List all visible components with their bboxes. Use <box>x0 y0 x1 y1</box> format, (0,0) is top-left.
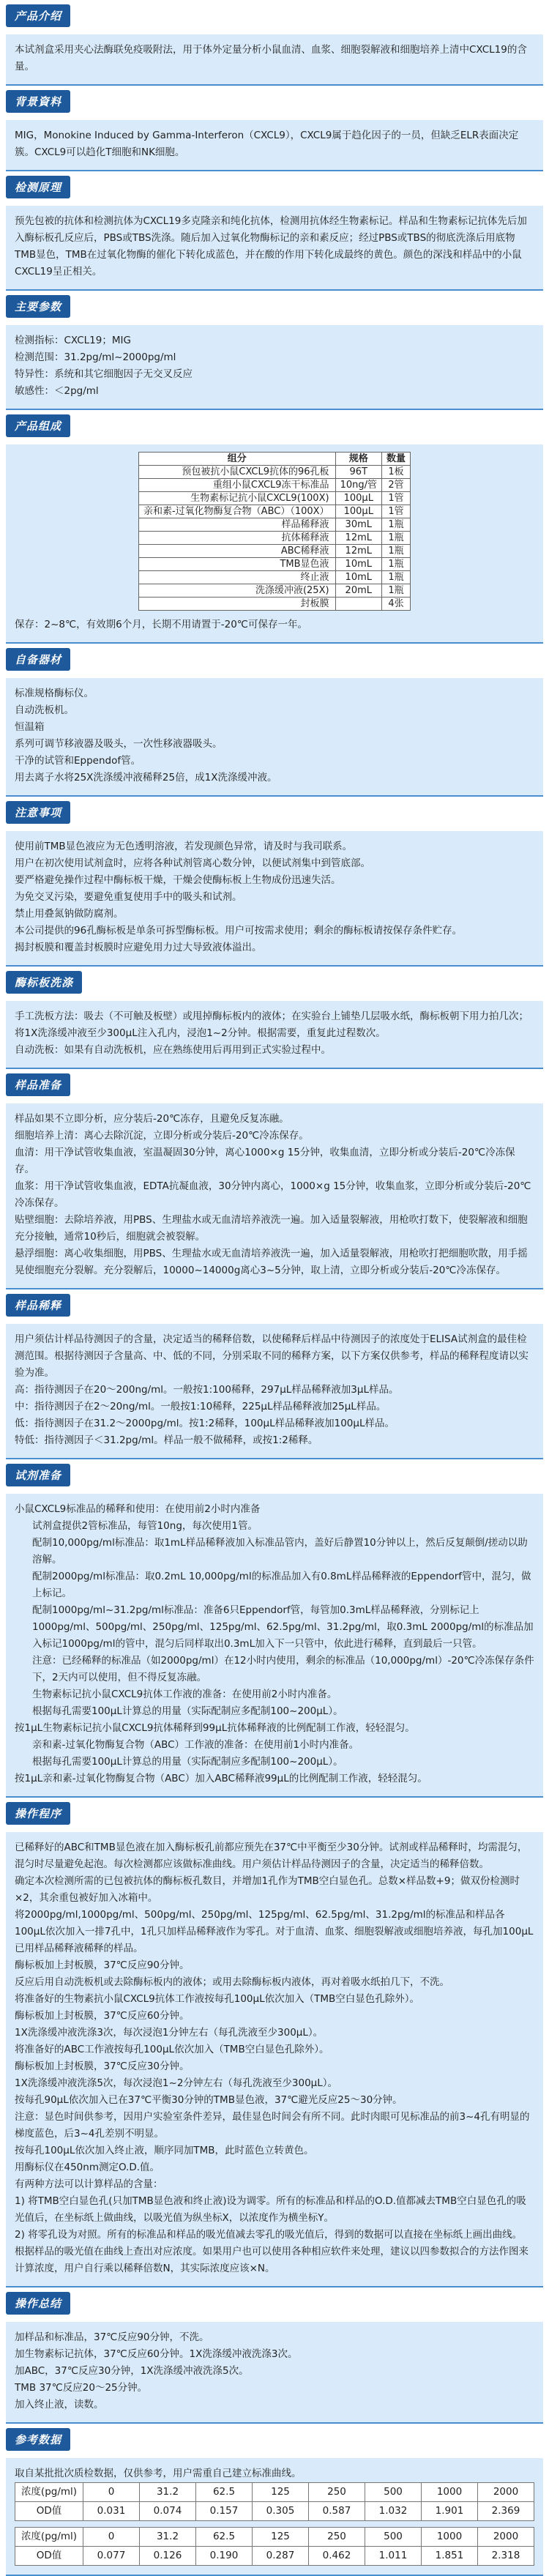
table-cell: 1瓶 <box>381 571 410 584</box>
procedure-section <box>6 1802 543 2287</box>
components-content <box>6 444 543 644</box>
samples-header <box>6 1073 543 1096</box>
procedure-line: 按每孔100μL依次加入终止液，顺序同加TMB，此时蓝色立转黄色。 <box>15 2145 314 2156</box>
params-line: 敏感性：＜2pg/ml <box>15 385 99 397</box>
table-cell: 1000 <box>422 2528 478 2547</box>
procedure-line: 1) 将TMB空白显色孔(只加TMB显色液和终止液)设为调零。所有的标准品和样品的O.D.值都减去TMB空白显色孔的吸光值后，在坐标纸上做曲线，以吸光值为纵坐标X，以浓度作为横坐标Y。 <box>15 2195 526 2224</box>
equipment-line: 恒温箱 <box>15 721 45 733</box>
procedure-line: 反应后用自动洗板机或去除酶标板内的液体；或用去除酶标板内液体，再对着吸水纸拍几下，不洗。 <box>15 1976 449 1988</box>
table-header: 数量 <box>381 453 410 466</box>
section-title: 试剂准备 <box>6 1464 70 1486</box>
table-row <box>138 571 410 584</box>
section-title: 自备器材 <box>6 648 70 671</box>
equipment-content <box>6 678 543 797</box>
table-cell: 125 <box>253 2483 309 2502</box>
table-row <box>138 598 410 611</box>
reagents-line: 注意：已经稀释的标准品（如2000pg/ml）在12小时内使用，剩余的标准品（10,000pg/ml）-20℃冷冻保存条件下，2天内可以使用，但不得反复冻融。 <box>32 1655 534 1683</box>
params-line: 检测指标：CXCL19；MIG <box>15 335 131 346</box>
dilution-line: 低：指待测因子在31.2～2000pg/ml。按1:2稀释，100μL样品稀释液加100μL样品。 <box>15 1418 395 1429</box>
table-row <box>138 518 410 532</box>
table-cell: 250 <box>309 2483 365 2502</box>
table-cell: 10mL <box>335 571 381 584</box>
table-row <box>138 545 410 558</box>
dilution-line: 特低：指待测因子＜31.2pg/ml。样品一般不做稀释，或按1:2稀释。 <box>15 1434 318 1446</box>
procedure-line: 将准备好的生物素抗小鼠CXCL9抗体工作液按每孔100μL依次加入（TMB空白显色孔除外）。 <box>15 1993 420 2005</box>
intro-section <box>6 4 543 86</box>
equipment-line: 标准规格酶标仪。 <box>15 688 94 699</box>
principle-header <box>6 176 543 198</box>
table-cell: 4张 <box>381 598 410 611</box>
principle-content <box>6 206 543 291</box>
table-cell: 10ng/管 <box>335 479 381 492</box>
procedure-line: 有两种方法可以计算样品的含量： <box>15 2178 163 2190</box>
dilution-line: 高：指待测因子在20～200ng/ml。一般按1:100稀释，297μL样品稀释液加3μL样品。 <box>15 1384 399 1396</box>
background-content <box>6 120 543 171</box>
washing-line: 手工洗板方法：吸去（不可触及板壁）或甩掉酶标板内的液体；在实验台上铺垫几层吸水纸，酶标板朝下用力拍几次；将1X洗涤缓冲液至少300μL注入孔内，浸泡1~2分钟。根据需要，重复此过程数次。 <box>15 1010 529 1039</box>
table-row <box>138 479 410 492</box>
reagents-line: 小鼠CXCL9标准品的稀释和使用：在使用前2小时内准备 <box>15 1503 261 1515</box>
section-title: 参考数据 <box>6 2428 70 2451</box>
samples-line: 细胞培养上清：离心去除沉淀，立即分析或分装后-20℃冷冻保存。 <box>15 1130 309 1142</box>
section-title: 背景資料 <box>6 90 70 113</box>
table-cell: 2管 <box>381 479 410 492</box>
section-title: 注意事项 <box>6 801 70 824</box>
reagents-content <box>6 1494 543 1798</box>
procedure-line: 将2000pg/ml,1000pg/ml、500pg/ml、250pg/ml、125pg/ml、62.5pg/ml、31.2pg/ml的标准品和样品各100μL依次加入一排7孔中，1孔只加样品稀释液作为零孔。对于血清、血浆、细胞裂解液或细胞培养液，每孔加100μL已用样品稀释液稀释的样品。 <box>15 1909 534 1954</box>
section-title: 样品准备 <box>6 1073 70 1096</box>
samples-line: 血浆：用干净试管收集血液，EDTA抗凝血液，30分钟内离心，1000×g 15分钟，收集血浆，立即分析或分装后-20℃冷冻保存。 <box>15 1180 531 1209</box>
table-cell: 2.318 <box>478 2547 534 2566</box>
notes-line: 用户在初次使用试剂盒时，应将各种试剂管离心数分钟，以便试剂集中到管底部。 <box>15 857 370 869</box>
table-cell: 0 <box>83 2483 140 2502</box>
washing-header <box>6 971 543 994</box>
section-title: 操作程序 <box>6 1802 70 1825</box>
reference-section <box>6 2428 543 2576</box>
table-row <box>138 532 410 545</box>
procedure-line: 注意：显色时间供参考，因用户实验室条件差异，最佳显色时间会有所不同。此时肉眼可见标准品的前3~4孔有明显的梯度蓝色，后3~4孔差别不明显。 <box>15 2111 530 2140</box>
table-cell <box>335 598 381 611</box>
washing-content <box>6 1001 543 1069</box>
samples-line: 血清：用干净试管收集血液，室温凝固30分钟，离心1000×g 15分钟，收集血清，立即分析或分装后-20℃冷冻保存。 <box>15 1147 515 1175</box>
table-cell: 预包被抗小鼠CXCL9抗体的96孔板 <box>138 466 335 479</box>
table-row <box>138 466 410 479</box>
section-title: 检测原理 <box>6 176 70 198</box>
table-cell: 1瓶 <box>381 532 410 545</box>
table-cell: 0.126 <box>140 2547 196 2566</box>
table-cell: 0 <box>83 2528 140 2547</box>
procedure-line: 酶标板加上封板膜，37℃反应90分钟。 <box>15 1959 190 1971</box>
reagents-line: 根据每孔需要100μL计算总的用量（实际配制应多配制100~200μL）。 <box>32 1705 343 1717</box>
procedure-header <box>6 1802 543 1825</box>
section-title: 酶标板洗涤 <box>6 971 82 994</box>
table-cell: 1瓶 <box>381 518 410 532</box>
reagents-line: 试剂盒提供2管标准品，每管10ng，每次使用1管。 <box>32 1520 258 1532</box>
table-cell: 125 <box>253 2528 309 2547</box>
table-cell: 500 <box>365 2528 422 2547</box>
notes-content <box>6 831 543 967</box>
procedure-line: 酶标板加上封板膜，37℃反应60分钟。 <box>15 2010 190 2022</box>
params-line: 特异性：系统和其它细胞因子无交叉反应 <box>15 368 193 380</box>
table-row <box>15 2483 534 2502</box>
reagents-section <box>6 1464 543 1798</box>
equipment-line: 自动洗板机。 <box>15 704 74 716</box>
table-cell: 0.305 <box>253 2502 309 2521</box>
table-cell: 抗体稀释液 <box>138 532 335 545</box>
section-title: 主要参数 <box>6 295 70 318</box>
dilution-header <box>6 1294 543 1317</box>
components-header <box>6 414 543 437</box>
samples-line: 悬浮细胞：离心收集细胞，用PBS、生理盐水或无血清培养液洗一遍，加入适量裂解液，用枪吹打把细胞吹散，用手摇晃使细胞充分裂解。充分裂解后，10000~14000g离心3~5分钟，取上清，立即分析或分装后-20℃冷冻保存。 <box>15 1248 528 1276</box>
reagents-line: 生物素标记抗小鼠CXCL9抗体工作液的准备：在使用前2小时内准备。 <box>32 1689 337 1700</box>
reagents-line: 按1μL亲和素-过氧化物酶复合物（ABC）加入ABC稀释液99μL的比例配制工作液，轻轻混匀。 <box>15 1773 427 1784</box>
reference-table <box>15 2482 534 2521</box>
principle-line: 预先包被的抗体和检测抗体为CXCL19多克隆亲和纯化抗体，检测用抗体经生物素标记。样品和生物素标记抗体先后加入酶标板孔反应后，PBS或TBS洗涤。随后加入过氧化物酶标记的亲和素反应；经过PBS或TBS的彻底洗涤后用底物TMB显色，TMB在过氧化物酶的催化下转化成蓝色，并在酸的作用下转化成最终的黄色。颜色的深浅和样品中的小鼠CXCL19呈正相关。 <box>15 215 527 278</box>
reference-table <box>15 2527 534 2566</box>
notes-line: 揭封板膜和覆盖封板膜时应避免用力过大导致液体溢出。 <box>15 942 262 953</box>
storage-note: 保存：2~8℃，有效期6个月，长期不用请置于-20℃可保存一年。 <box>15 619 307 630</box>
table-row <box>138 558 410 571</box>
table-row <box>15 2502 534 2521</box>
table-cell: 100μL <box>335 505 381 518</box>
dilution-section <box>6 1294 543 1459</box>
notes-line: 使用前TMB显色液应为无色透明溶液，若发现颜色异常，请及时与我司联系。 <box>15 841 353 852</box>
summary-line: 加样品和标准品，37℃反应90分钟，不洗。 <box>15 2331 209 2343</box>
reagents-line: 配制1000pg/ml~31.2pg/ml标准品：准备6只Eppendorf管，每管加0.3mL样品稀释液，分别标记上1000pg/ml、500pg/ml、250pg/ml、125pg/ml、62.5pg/ml、31.2pg/ml，取0.3mL 2000pg/ml的标准品加入标记1000pg/ml的管中，混匀后同样取出0.3mL加入下一只管中，依此进行稀释，直到最后一只管。 <box>32 1604 534 1650</box>
table-cell: ABC稀释液 <box>138 545 335 558</box>
reagents-line: 配制2000pg/ml标准品：取0.2mL 10,000pg/ml的标准品加入有0.8mL样品稀释液的Eppendorf管中，混匀，做上标记。 <box>32 1571 531 1599</box>
table-cell: 0.157 <box>196 2502 253 2521</box>
params-section <box>6 295 543 410</box>
table-cell: 0.031 <box>83 2502 140 2521</box>
washing-section <box>6 971 543 1069</box>
intro-line: 本试剂盒采用夹心法酶联免疫吸附法，用于体外定量分析小鼠血清、血浆、细胞裂解液和细胞培养上清中CXCL19的含量。 <box>15 44 527 72</box>
section-title: 操作总结 <box>6 2292 70 2315</box>
table-cell: 31.2 <box>140 2483 196 2502</box>
table-cell: 62.5 <box>196 2528 253 2547</box>
components-section <box>6 414 543 644</box>
table-cell: 浓度(pg/ml) <box>15 2528 83 2547</box>
table-cell: 0.462 <box>309 2547 365 2566</box>
table-cell: 31.2 <box>140 2528 196 2547</box>
samples-line: 贴壁细胞：去除培养液，用PBS、生理盐水或无血清培养液洗一遍。加入适量裂解液，用枪吹打数下，使裂解液和细胞充分接触，通常10秒后，细胞就会被裂解。 <box>15 1214 528 1243</box>
notes-line: 为免交叉污染，要避免重复使用手中的吸头和试剂。 <box>15 891 242 903</box>
samples-section <box>6 1073 543 1289</box>
params-content <box>6 325 543 410</box>
table-cell: 0.587 <box>309 2502 365 2521</box>
dilution-line: 中：指待测因子在2～20ng/ml。一般按1:10稀释，225μL样品稀释液加25μL样品。 <box>15 1401 386 1412</box>
table-cell: 1管 <box>381 505 410 518</box>
table-row <box>15 2528 534 2547</box>
table-cell: 1瓶 <box>381 545 410 558</box>
notes-header <box>6 801 543 824</box>
table-cell: 12mL <box>335 545 381 558</box>
table-cell: 1.011 <box>365 2547 422 2566</box>
samples-content <box>6 1103 543 1289</box>
summary-line: 加入终止液，读数。 <box>15 2399 104 2411</box>
table-cell: 1瓶 <box>381 558 410 571</box>
procedure-line: 按每孔90μL依次加入已在37℃平衡30分钟的TMB显色液，37℃避光反应25～30分钟。 <box>15 2094 403 2106</box>
table-cell: 2.369 <box>478 2502 534 2521</box>
table-cell: 洗涤缓冲液(25X) <box>138 584 335 598</box>
procedure-line: 根据样品的吸光值在曲线上查出对应浓度。如果用户也可以使用各种相应软件来处理，建议以四参数拟合的方法作图来计算浓度，用户自行乘以稀释倍数N，其实际浓度应该×N。 <box>15 2246 529 2274</box>
reagents-header <box>6 1464 543 1486</box>
section-title: 产品介绍 <box>6 4 70 27</box>
procedure-line: 已稀释好的ABC和TMB显色液在加入酶标板孔前都应预先在37℃中平衡至少30分钟。试剂或样品稀释时，均需混匀，混匀时尽量避免起泡。每次检测都应该做标准曲线。用户须估计样品待测因子的含量，决定适当的稀释倍数。 <box>15 1842 528 1870</box>
params-line: 检测范围：31.2pg/ml~2000pg/ml <box>15 351 176 363</box>
background-section <box>6 90 543 171</box>
table-cell: TMB显色液 <box>138 558 335 571</box>
procedure-line: 将准备好的ABC工作液按每孔100μL依次加入（TMB空白显色孔除外）。 <box>15 2044 329 2055</box>
table-cell: 亲和素-过氧化物酶复合物（ABC）（100X） <box>138 505 335 518</box>
dilution-content <box>6 1324 543 1459</box>
procedure-line: 1X洗涤缓冲液洗涤3次，每次浸泡1分钟左右（每孔洗液至少300μL）。 <box>15 2027 324 2039</box>
table-row <box>138 492 410 505</box>
table-cell: 100μL <box>335 492 381 505</box>
equipment-header <box>6 648 543 671</box>
table-header: 组分 <box>138 453 335 466</box>
table-cell: 1瓶 <box>381 584 410 598</box>
principle-section <box>6 176 543 291</box>
summary-line: 加生物素标记抗体，37℃反应60分钟。1X洗涤缓冲液洗涤3次。 <box>15 2348 298 2360</box>
params-header <box>6 295 543 318</box>
notes-line: 要严格避免操作过程中酶标板干燥，干燥会使酶标板上生物成份迅速失活。 <box>15 874 341 886</box>
table-cell: 12mL <box>335 532 381 545</box>
background-line: MIG，Monokine Induced by Gamma-Interferon（CXCL9），CXCL9属于趋化因子的一员，但缺乏ELR表面决定簇。CXCL9可以趋化T细胞和NK细胞。 <box>15 130 519 158</box>
table-cell: 250 <box>309 2528 365 2547</box>
notes-line: 禁止用叠氮钠做防腐剂。 <box>15 908 124 920</box>
notes-line: 本公司提供的96孔酶标板是单条可拆型酶标板。用户可按需求使用；剩余的酶标板请按保存条件贮存。 <box>15 925 463 937</box>
reference-intro: 取自某批批次质检数据，仅供参考，用户需重自己建立标准曲线。 <box>15 2468 302 2479</box>
table-header: 规格 <box>335 453 381 466</box>
reagents-line: 配制10,000pg/ml标准品：取1mL样品稀释液加入标准品管内，盖好后静置10分钟以上，然后反复颠倒/搓动以助溶解。 <box>32 1537 528 1566</box>
procedure-content <box>6 1832 543 2287</box>
table-cell: 2000 <box>478 2483 534 2502</box>
summary-header <box>6 2292 543 2315</box>
table-cell: 1.901 <box>422 2502 478 2521</box>
reagents-line: 按1μL生物素标记抗小鼠CXCL9抗体稀释到99μL抗体稀释液的比例配制工作液，轻轻混匀。 <box>15 1722 415 1734</box>
table-row <box>15 2547 534 2566</box>
background-header <box>6 90 543 113</box>
equipment-line: 系列可调节移液器及吸头，一次性移液器吸头。 <box>15 738 223 750</box>
table-cell: 2000 <box>478 2528 534 2547</box>
document <box>6 4 543 2576</box>
summary-line: 加ABC，37℃反应30分钟，1X洗涤缓冲液洗涤5次。 <box>15 2365 249 2377</box>
section-title: 产品组成 <box>6 414 70 437</box>
procedure-line: 用酶标仪在450nm测定O.D.值。 <box>15 2162 160 2173</box>
table-cell: OD值 <box>15 2502 83 2521</box>
dilution-line: 用户须估计样品待测因子的含量，决定适当的稀释倍数，以使稀释后样品中待测因子的浓度处于ELISA试剂盒的最佳检测范围。根据待测因子含量高、中、低的不同，分别采取不同的稀释方案，以下方案仅供参考，样品的稀释程度请以实验为准。 <box>15 1333 529 1379</box>
equipment-line: 用去离子水将25X洗涤缓冲液稀释25倍，成1X洗涤缓冲液。 <box>15 772 277 783</box>
procedure-line: 2) 将零孔设为对照。所有的标准品和样品的吸光值减去零孔的吸光值后，得到的数据可以直接在坐标纸上画出曲线。 <box>15 2229 523 2241</box>
table-cell: 0.077 <box>83 2547 140 2566</box>
equipment-section <box>6 648 543 797</box>
table-cell: 0.190 <box>196 2547 253 2566</box>
table-header-row <box>138 453 410 466</box>
table-row <box>138 505 410 518</box>
samples-line: 样品如果不立即分析，应分装后-20℃冻存，且避免反复冻融。 <box>15 1113 289 1125</box>
table-cell: 0.287 <box>253 2547 309 2566</box>
reference-content <box>6 2458 543 2576</box>
table-cell: 1.851 <box>422 2547 478 2566</box>
table-cell: 浓度(pg/ml) <box>15 2483 83 2502</box>
reference-header <box>6 2428 543 2451</box>
reagents-line: 根据每孔需要100μL计算总的用量（实际配制应多配制100~200μL）。 <box>32 1756 343 1768</box>
table-cell: 1.032 <box>365 2502 422 2521</box>
components-table <box>138 452 411 611</box>
table-cell: 1管 <box>381 492 410 505</box>
intro-content <box>6 34 543 86</box>
washing-line: 自动洗板：如果有自动洗板机，应在熟练使用后再用到正式实验过程中。 <box>15 1044 331 1056</box>
table-cell: 30mL <box>335 518 381 532</box>
table-cell: 样品稀释液 <box>138 518 335 532</box>
equipment-line: 干净的试管和Eppendof管。 <box>15 755 141 767</box>
intro-header <box>6 4 543 27</box>
section-title: 样品稀释 <box>6 1294 70 1317</box>
table-cell: 生物素标记抗小鼠CXCL9(100X) <box>138 492 335 505</box>
table-cell: 1000 <box>422 2483 478 2502</box>
procedure-line: 酶标板加上封板膜，37℃反应30分钟。 <box>15 2061 190 2072</box>
table-cell: 重组小鼠CXCL9冻干标准品 <box>138 479 335 492</box>
table-cell: 20mL <box>335 584 381 598</box>
table-row <box>138 584 410 598</box>
procedure-line: 确定本次检测所需的已包被抗体的酶标板孔数目，并增加1孔作为TMB空白显色孔。总数×样品数+9；做双份检测时×2，其余重包被好加入冰箱中。 <box>15 1875 520 1904</box>
summary-line: TMB 37℃反应20～25分钟。 <box>15 2382 148 2394</box>
table-cell: 0.074 <box>140 2502 196 2521</box>
notes-section <box>6 801 543 967</box>
table-cell: 封板膜 <box>138 598 335 611</box>
table-cell: 终止液 <box>138 571 335 584</box>
table-cell: OD值 <box>15 2547 83 2566</box>
reagents-line: 亲和素-过氧化物酶复合物（ABC）工作液的准备：在使用前1小时内准备。 <box>32 1739 359 1751</box>
table-cell: 10mL <box>335 558 381 571</box>
table-cell: 500 <box>365 2483 422 2502</box>
procedure-line: 1X洗涤缓冲液洗涤5次，每次浸泡1~2分钟左右（每孔洗液至少300μL）。 <box>15 2077 338 2089</box>
summary-section <box>6 2292 543 2424</box>
summary-content <box>6 2322 543 2424</box>
table-cell: 62.5 <box>196 2483 253 2502</box>
table-cell: 1板 <box>381 466 410 479</box>
table-cell: 96T <box>335 466 381 479</box>
